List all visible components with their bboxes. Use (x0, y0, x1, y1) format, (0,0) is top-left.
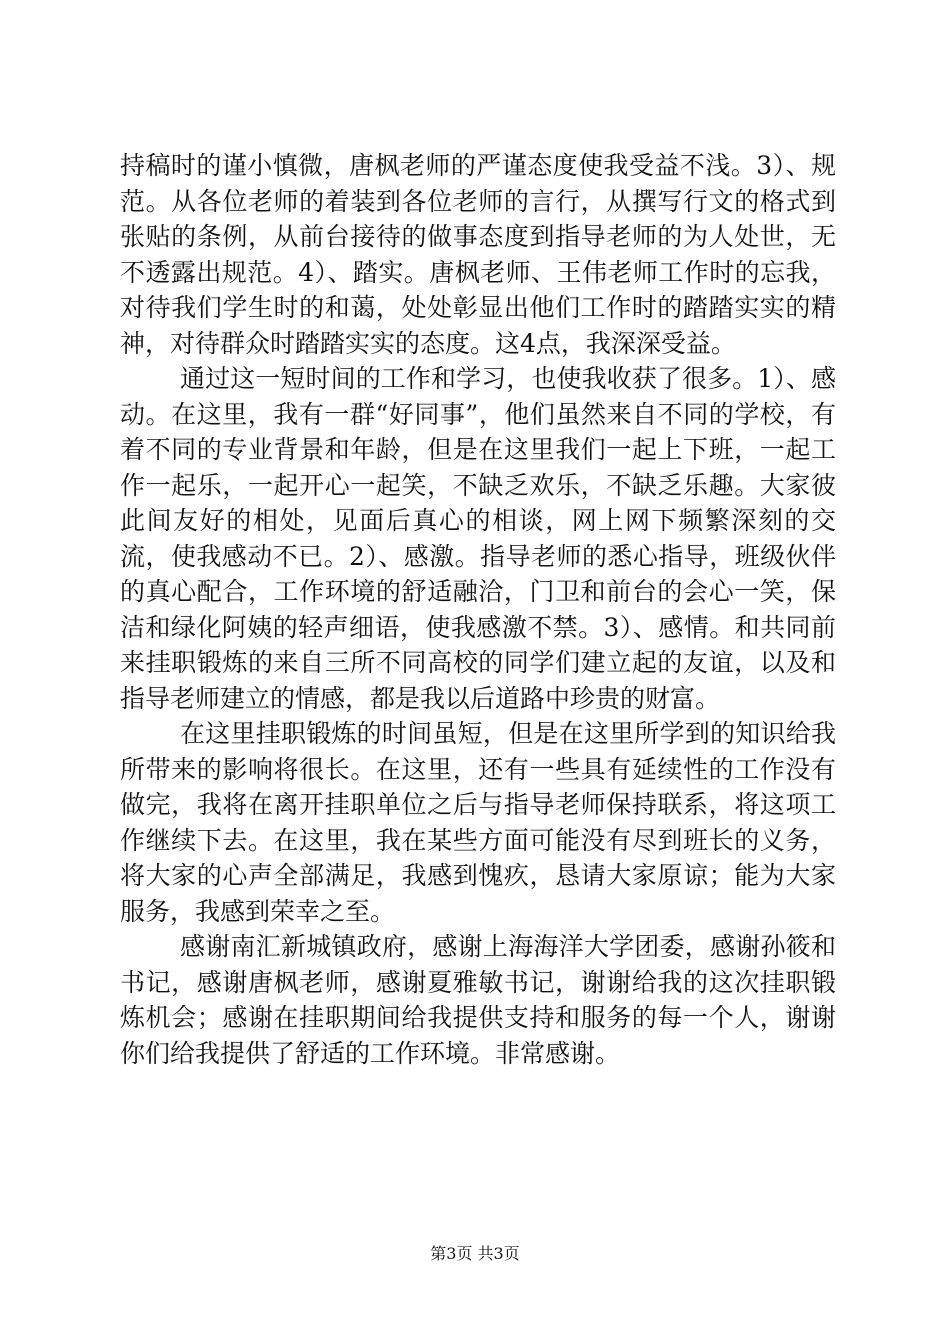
paragraph-3: 在这里挂职锻炼的时间虽短，但是在这里所学到的知识给我所带来的影响将很长。在这里，还有一些具有延续性的工作没有做完，我将在离开挂职单位之后与指导老师保持联系，将这项工作继续下去。在这里，我在某些方面可能没有尽到班长的义务，将大家的心声全部满足，我感到愧疚，恳请大家原谅；能为大家服务，我感到荣幸之至。 (120, 719, 836, 926)
page-number-footer: 第3页 共3页 (430, 1244, 520, 1263)
document-body (120, 148, 836, 1071)
paragraph-2: 通过这一短时间的工作和学习，也使我收获了很多。1）、感动。在这里，我有一群“好同事”，他们虽然来自不同的学校，有着不同的专业背景和年龄，但是在这里我们一起上下班，一起工作一起乐，一起开心一起笑，不缺乏欢乐，不缺乏乐趣。大家彼此间友好的相处，见面后真心的相谈，网上网下频繁深刻的交流，使我感动不已。2）、感激。指导老师的悉心指导，班级伙伴的真心配合，工作环境的舒适融洽，门卫和前台的会心一笑，保洁和绿化阿姨的轻声细语，使我感激不禁。3）、感情。和共同前来挂职锻炼的来自三所不同高校的同学们建立起的友谊，以及和指导老师建立的情感，都是我以后道路中珍贵的财富。 (120, 364, 836, 713)
paragraph-1: 持稿时的谨小慎微，唐枫老师的严谨态度使我受益不浅。3）、规范。从各位老师的着装到各位老师的言行，从撰写行文的格式到张贴的条例，从前台接待的做事态度到指导老师的为人处世，无不透露出规范。4）、踏实。唐枫老师、王伟老师工作时的忘我，对待我们学生时的和蔼，处处彰显出他们工作时的踏踏实实的精神，对待群众时踏踏实实的态度。这4点，我深深受益。 (120, 151, 836, 358)
paragraph-4: 感谢南汇新城镇政府，感谢上海海洋大学团委，感谢孙筱和书记，感谢唐枫老师，感谢夏雅敏书记，谢谢给我的这次挂职锻炼机会；感谢在挂职期间给我提供支持和服务的每一个人，谢谢你们给我提供了舒适的工作环境。非常感谢。 (120, 932, 836, 1068)
